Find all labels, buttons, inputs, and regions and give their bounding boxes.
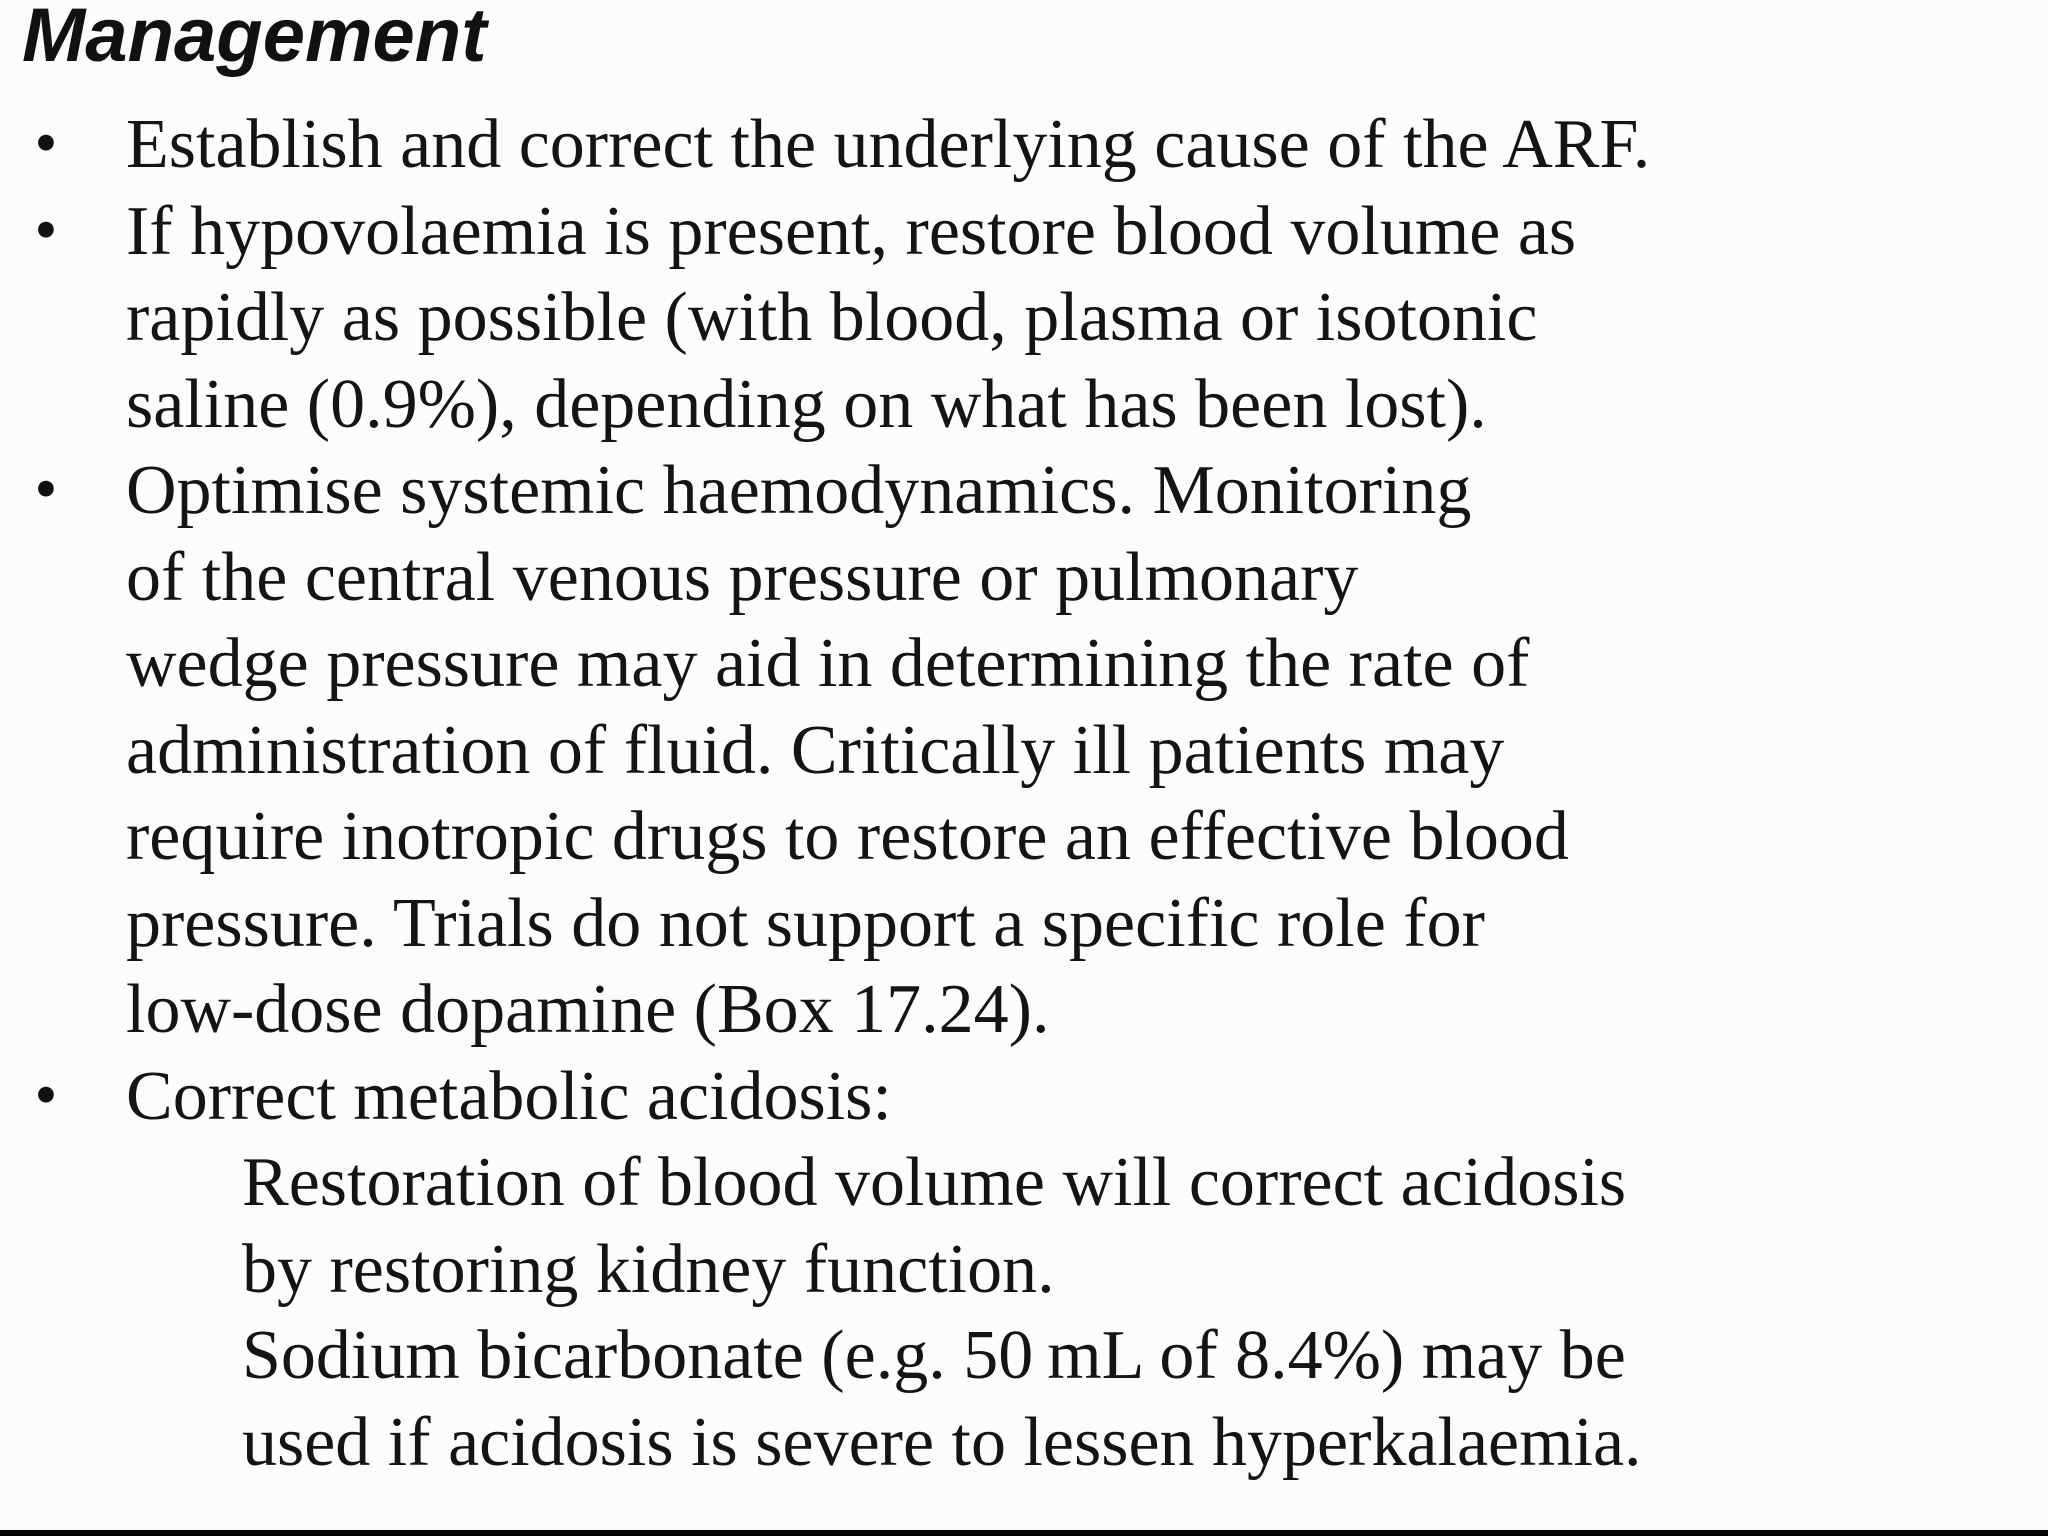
bullet-icon: • <box>30 199 62 263</box>
bullet-line: rapidly as possible (with blood, plasma or isotonic <box>126 279 1538 356</box>
bullet-line: low-dose dopamine (Box 17.24). <box>126 971 1050 1048</box>
bullet-line: administration of fluid. Critically ill patients may <box>126 711 1505 789</box>
management-bullet-list <box>0 102 2048 1486</box>
bullet-line: Establish and correct the underlying cause of the ARF. <box>126 106 1651 183</box>
sub-item-blood-volume <box>126 1140 2048 1313</box>
bullet-item-metabolic-acidosis <box>0 1054 2048 1487</box>
bullet-line: pressure. Trials do not support a specific role for <box>126 884 1485 962</box>
bullet-item-haemodynamics <box>0 448 2048 1054</box>
sub-item-line: used if acidosis is severe to lessen hyperkalaemia. <box>242 1403 1642 1481</box>
bullet-line: Optimise systemic haemodynamics. Monitoring <box>126 452 1472 529</box>
bullet-icon: • <box>30 459 62 522</box>
bullet-line: Correct metabolic acidosis: <box>126 1057 892 1135</box>
bottom-border <box>0 1530 2048 1536</box>
bullet-icon: • <box>30 113 62 176</box>
bullet-line: require inotropic drugs to restore an effective blood <box>126 798 1569 875</box>
sub-item-line: by restoring kidney function. <box>242 1230 1055 1308</box>
sub-item-line: Sodium bicarbonate (e.g. 50 mL of 8.4%) may be <box>242 1317 1626 1394</box>
bullet-item-hypovolaemia <box>0 189 2048 449</box>
bullet-line: saline (0.9%), depending on what has been lost). <box>126 365 1487 443</box>
bullet-line: of the central venous pressure or pulmonary <box>126 538 1359 616</box>
bullet-icon: • <box>30 1064 62 1128</box>
bullet-line: If hypovolaemia is present, restore blood volume as <box>126 192 1577 270</box>
acidosis-sub-list <box>126 1140 2048 1486</box>
sub-item-sodium-bicarbonate <box>126 1313 2048 1486</box>
bullet-item-underlying-cause <box>0 102 2048 189</box>
sub-item-line: Restoration of blood volume will correct acidosis <box>242 1144 1627 1221</box>
section-heading: Management <box>22 0 487 78</box>
bullet-line: wedge pressure may aid in determining the rate of <box>126 625 1530 702</box>
